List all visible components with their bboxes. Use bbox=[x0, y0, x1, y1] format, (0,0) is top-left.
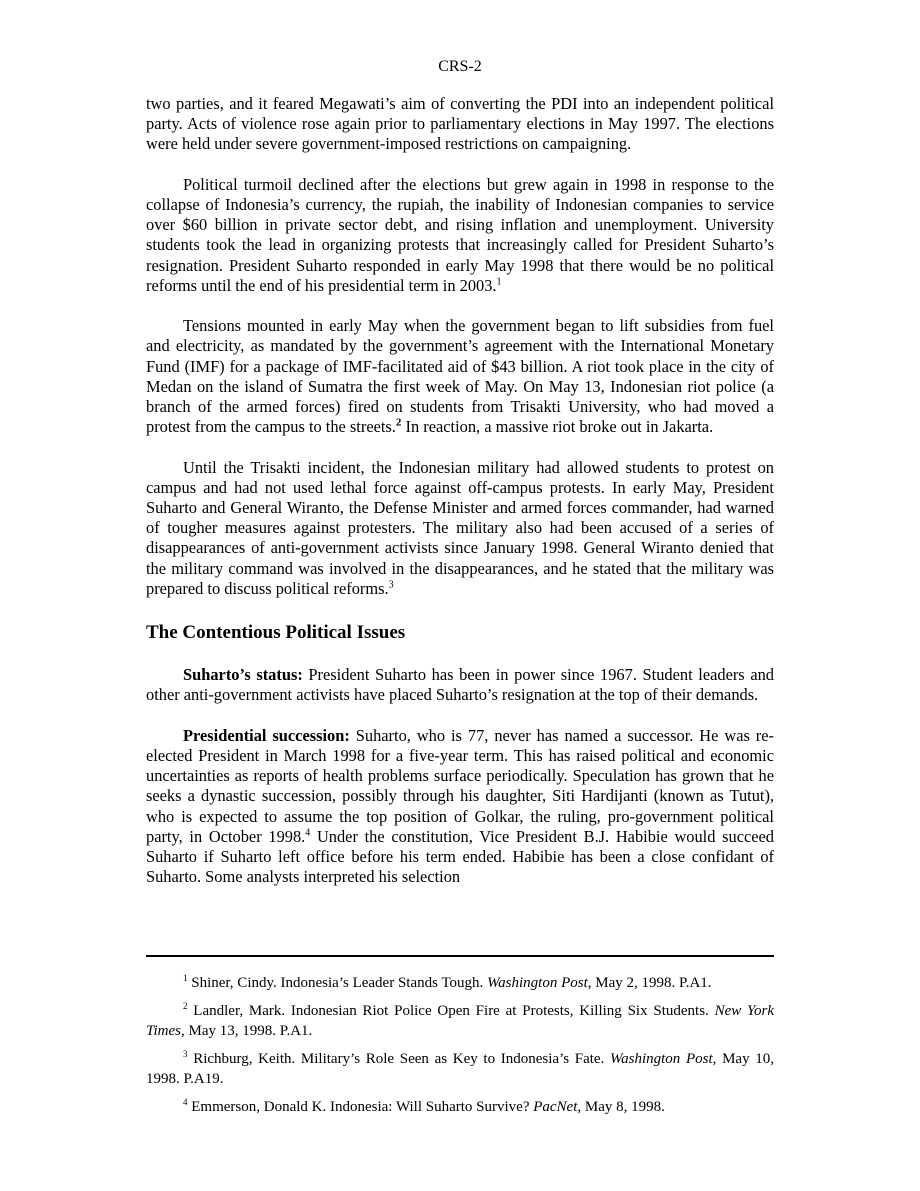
footnote-4 bbox=[146, 1097, 774, 1117]
body-text bbox=[146, 94, 774, 908]
footnote-publication: Washington Post bbox=[487, 975, 588, 991]
footnote-number: 3 bbox=[183, 1049, 188, 1059]
footnote-number: 1 bbox=[183, 973, 188, 983]
footnotes bbox=[146, 973, 774, 1125]
footnote-text: , May 13, 1998. P.A1. bbox=[181, 1023, 313, 1039]
footnote-text: Landler, Mark. Indonesian Riot Police Open Fire at Protests, Killing Six Students. bbox=[193, 1003, 715, 1019]
footnote-3 bbox=[146, 1049, 774, 1089]
lead-in-label: Presidential succession: bbox=[183, 725, 350, 745]
paragraph-trisakti bbox=[146, 458, 774, 599]
paragraph-text: In reaction, a massive riot broke out in Jakarta. bbox=[401, 417, 714, 437]
paragraph-presidential-succession bbox=[146, 726, 774, 888]
paragraph-text: Until the Trisakti incident, the Indonesian military had allowed students to protest on campus and had not used lethal force against off-campus protests. In early May, President Suharto and General Wiranto, the Defense Minister and armed forces commander, had warned of tougher measures against protesters. The military also had been accused of a series of disappearances of anti-government activists since January 1998. General Wiranto denied that the military command was involved in the disappearances, and he stated that the military was prepared to discuss political reforms. bbox=[146, 457, 774, 598]
footnote-marker[interactable]: 2 bbox=[395, 416, 402, 429]
page-number: CRS-2 bbox=[438, 58, 482, 75]
paragraph-suharto-status bbox=[146, 665, 774, 705]
footnote-text: , May 2, 1998. P.A1. bbox=[587, 975, 712, 991]
lead-in-label: Suharto’s status: bbox=[183, 665, 303, 685]
paragraph-text: Tensions mounted in early May when the government began to lift subsidies from fuel and electricity, as mandated by the government’s agreement with the International Monetary Fund (IMF) for a package of IMF-facilitated aid of $43 billion. A riot took place in the city of Medan on the island of Sumatra the first week of May. On May 13, Indonesian riot police (a branch of the armed forces) fired on students from Trisakti University, who had moved a protest from the campus to the streets. bbox=[146, 316, 774, 437]
footnote-publication: New York Times bbox=[146, 1003, 774, 1039]
paragraph-text: Under the constitution, Vice President B.J. Habibie would succeed Suharto if Suharto left office before his term ended. Habibie has been a close confidant of Suharto. Some analysts interpreted his selection bbox=[146, 826, 774, 887]
footnote-text: Emmerson, Donald K. Indonesia: Will Suharto Survive? bbox=[191, 1099, 534, 1115]
section-heading: The Contentious Political Issues bbox=[146, 622, 406, 644]
footnote-publication: PacNet bbox=[533, 1099, 578, 1115]
footnote-marker[interactable]: 1 bbox=[496, 276, 502, 288]
footnote-text: , May 8, 1998. bbox=[577, 1099, 665, 1115]
footnote-text: , May 10, 1998. P.A19. bbox=[146, 1051, 774, 1087]
paragraph-tensions bbox=[146, 316, 774, 437]
footnote-2 bbox=[146, 1001, 774, 1041]
footnote-number: 2 bbox=[183, 1001, 188, 1011]
paragraph-continuation bbox=[146, 94, 774, 155]
paragraph-text: Political turmoil declined after the elections but grew again in 1998 in response to the collapse of Indonesia’s currency, the rupiah, the inability of Indonesian companies to service over $60 billion in private sector debt, and rising inflation and unemployment. University students took the lead in organizing protests that increasingly called for President Suharto’s resignation. President Suharto responded in early May 1998 that there would be no political reforms until the end of his presidential term in 2003. bbox=[146, 174, 774, 295]
footnote-publication: Washington Post bbox=[610, 1051, 713, 1067]
footnote-marker[interactable]: 3 bbox=[388, 579, 394, 591]
paragraph-political-turmoil bbox=[146, 175, 774, 296]
paragraph-text: President Suharto has been in power since 1967. Student leaders and other anti-government activists have placed Suharto’s resignation at the top of their demands. bbox=[146, 665, 774, 705]
footnote-1 bbox=[146, 973, 774, 993]
footnote-number: 4 bbox=[183, 1097, 188, 1107]
footnote-text: Richburg, Keith. Military’s Role Seen as Key to Indonesia’s Fate. bbox=[193, 1051, 611, 1067]
paragraph-text: Suharto, who is 77, never has named a successor. He was re-elected President in March 1998 for a five-year term. This has raised political and economic uncertainties as reports of health problems surface periodically. Speculation has grown that he seeks a dynastic succession, possibly through his daughter, Siti Hardijanti (known as Tutut), who is expected to assume the top position of Golkar, the ruling, pro-government political party, in October 1998. bbox=[146, 725, 774, 846]
footnote-divider bbox=[146, 955, 774, 957]
footnote-marker[interactable]: 4 bbox=[305, 827, 311, 839]
paragraph-text: two parties, and it feared Megawati’s aim of converting the PDI into an independent political party. Acts of violence rose again prior to parliamentary elections in May 1997. The elections were held under severe government-imposed restrictions on campaigning. bbox=[146, 94, 774, 154]
footnote-text: Shiner, Cindy. Indonesia’s Leader Stands Tough. bbox=[191, 975, 488, 991]
